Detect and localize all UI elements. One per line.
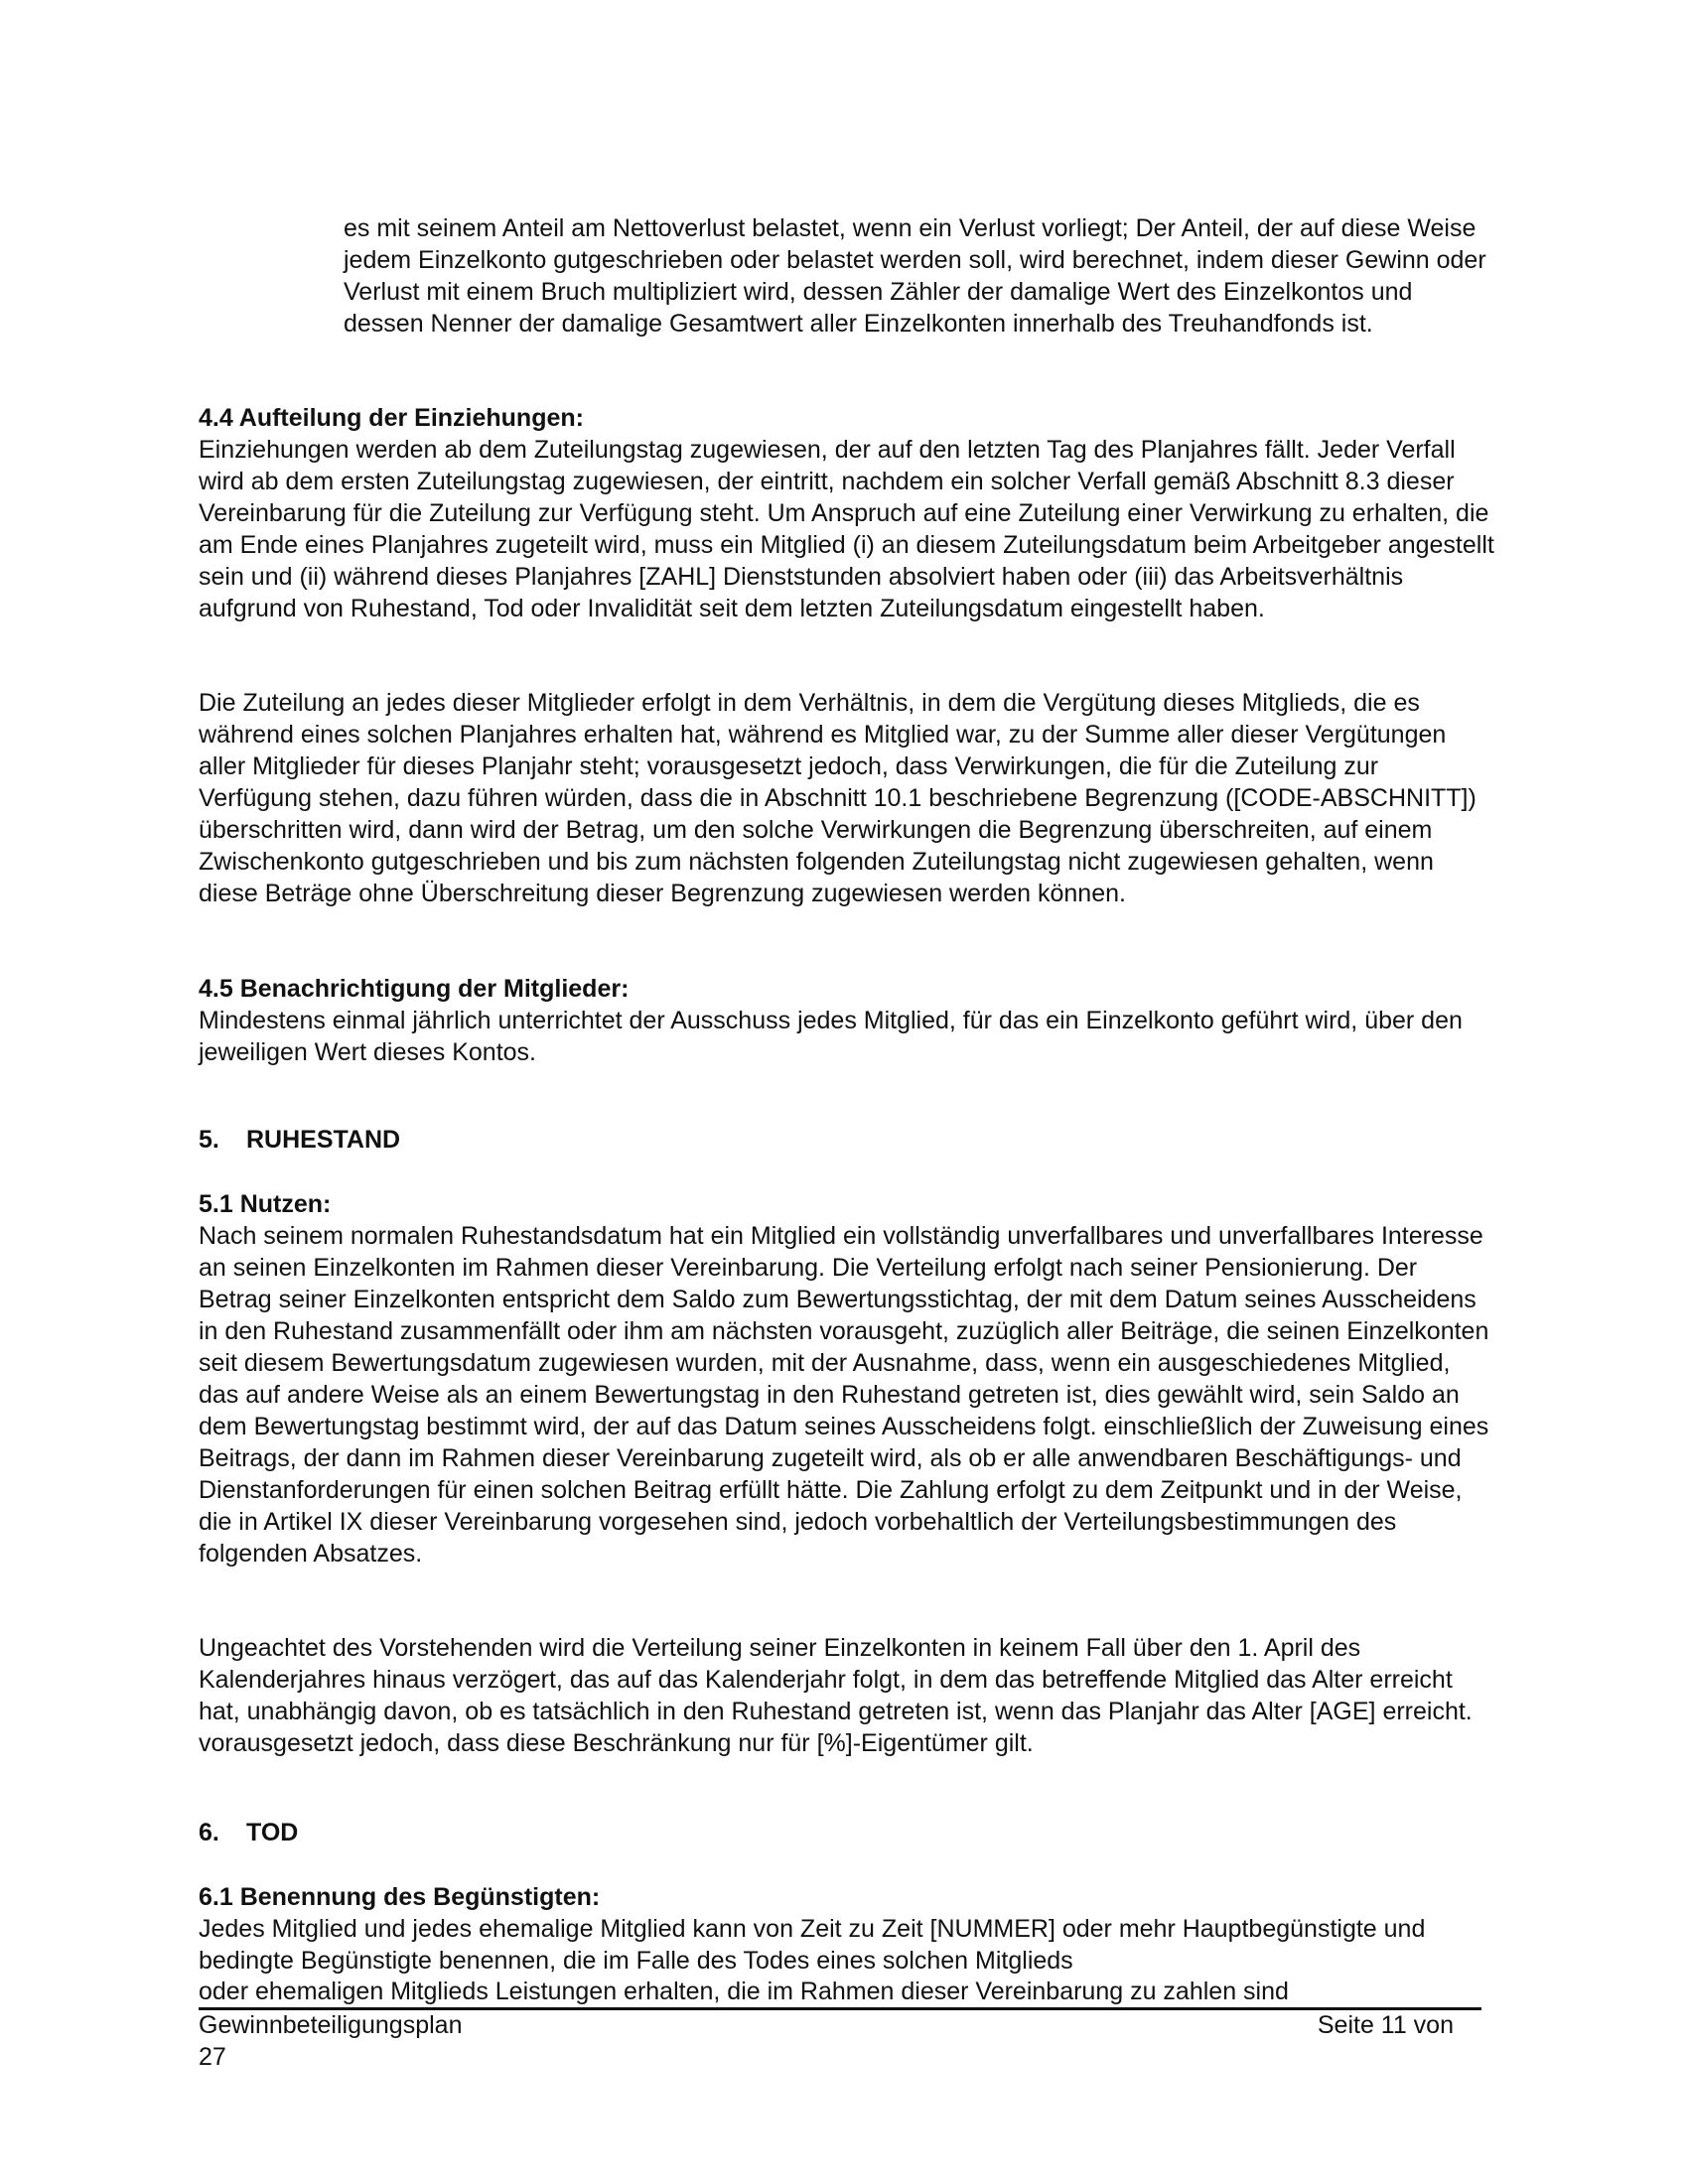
section-4-4 (199, 402, 1495, 624)
continuation-paragraph: es mit seinem Anteil am Nettoverlust belastet, wenn ein Verlust vorliegt; Der Anteil, der auf diese Weise jedem Einzelkonto gutgeschrieben oder belastet werden soll, wird berechnet, indem dieser Gewinn oder Verlust mit einem Bruch multipliziert wird, dessen Zähler der damalige Wert des Einzelkontos und dessen Nenner der damalige Gesamtwert aller Einzelkonten innerhalb des Treuhandfonds ist. (344, 214, 1486, 338)
section-6-1-paragraph: Jedes Mitglied und jedes ehemalige Mitglied kann von Zeit zu Zeit [NUMMER] oder mehr Hauptbegünstigte und bedingte Begünstigte benennen, die im Falle des Todes eines solchen Mitglieds (199, 1915, 1426, 1975)
section-4-4-heading: 4.4 Aufteilung der Einziehungen: (199, 404, 584, 432)
section-5-number: 5. (199, 1126, 219, 1154)
section-5-heading (199, 1126, 400, 1155)
section-4-5 (199, 973, 1495, 1068)
section-6-1-cut-line (199, 1976, 1481, 2007)
section-6-1-heading: 6.1 Benennung des Begünstigten: (199, 1883, 601, 1911)
section-5-1-paragraph-2: Ungeachtet des Vorstehenden wird die Verteilung seiner Einzelkonten in keinem Fall über den 1. April des Kalenderjahres hinaus verzögert, das auf das Kalenderjahr folgt, in dem das betreffende Mitglied das Alter erreicht hat, unabhängig davon, ob es tatsächlich in den Ruhestand getreten ist, wenn das Planjahr das Alter [AGE] erreicht. vorausgesetzt jedoch, dass diese Beschränkung nur für [%]-Eigentümer gilt. (199, 1634, 1473, 1757)
section-6-heading (199, 1819, 298, 1847)
section-6-title: TOD (246, 1819, 299, 1846)
footer-page-label: Seite 11 von (1317, 2011, 1454, 2039)
page-footer (199, 2009, 1454, 2073)
section-6-number: 6. (199, 1819, 219, 1846)
section-5-1-heading: 5.1 Nutzen: (199, 1190, 332, 1218)
section-5-1-paragraph-1: Nach seinem normalen Ruhestandsdatum hat ein Mitglied ein vollständig unverfallbares und unverfallbares Interesse an seinen Einzelkonten im Rahmen dieser Vereinbarung. Die Verteilung erfolgt nach seiner Pensionierung. Der Betrag seiner Einzelkonten entspricht dem Saldo zum Bewertungsstichtag, der mit dem Datum seines Ausscheidens in den Ruhestand zusammenfällt oder ihm am nächsten vorausgeht, zuzüglich aller Beiträge, die seinen Einzelkonten seit diesem Bewertungsdatum zugewiesen wurden, mit der Ausnahme, dass, wenn ein ausgeschiedenes Mitglied, das auf andere Weise als an einem Bewertungstag in den Ruhestand getreten ist, dies gewählt wird, sein Saldo an dem Bewertungstag bestimmt wird, der auf das Datum seines Ausscheidens folgt. einschließlich der Zuweisung eines Beitrags, der dann im Rahmen dieser Vereinbarung zugeteilt wird, als ob er alle anwendbaren Beschäftigungs- und Dienstanforderungen für einen solchen Beitrag erfüllt hätte. Die Zahlung erfolgt zu dem Zeitpunkt und in der Weise, die in Artikel IX dieser Vereinbarung vorgesehen sind, jedoch vorbehaltlich der Verteilungsbestimmungen des folgenden Absatzes. (199, 1222, 1489, 1568)
section-5-1 (199, 1188, 1495, 1570)
section-6-1-cut-line-text: oder ehemaligen Mitglieds Leistungen erhalten, die im Rahmen dieser Vereinbarung zu zahlen sind (199, 1978, 1289, 2005)
footer-page-total: 27 (199, 2043, 226, 2071)
section-4-5-paragraph: Mindestens einmal jährlich unterrichtet der Ausschuss jedes Mitglied, für das ein Einzelkonto geführt wird, über den jeweiligen Wert dieses Kontos. (199, 1007, 1463, 1066)
section-5-title: RUHESTAND (246, 1126, 401, 1154)
section-6-1 (199, 1881, 1495, 1977)
section-4-4-paragraph-1: Einziehungen werden ab dem Zuteilungstag zugewiesen, der auf den letzten Tag des Planjahres fällt. Jeder Verfall wird ab dem ersten Zuteilungstag zugewiesen, der eintritt, nachdem ein solcher Verfall gemäß Abschnitt 8.3 dieser Vereinbarung für die Zuteilung zur Verfügung steht. Um Anspruch auf eine Zuteilung einer Verwirkung zu erhalten, die am Ende eines Planjahres zugeteilt wird, muss ein Mitglied (i) an diesem Zuteilungsdatum beim Arbeitgeber angestellt sein und (ii) während dieses Planjahres [ZAHL] Dienststunden absolviert haben oder (iii) das Arbeitsverhältnis aufgrund von Ruhestand, Tod oder Invalidität seit dem letzten Zuteilungsdatum eingestellt haben. (199, 436, 1494, 622)
footer-document-title: Gewinnbeteiligungsplan (199, 2011, 463, 2039)
section-4-5-heading: 4.5 Benachrichtigung der Mitglieder: (199, 975, 630, 1003)
section-4-4-paragraph-2: Die Zuteilung an jedes dieser Mitglieder erfolgt in dem Verhältnis, in dem die Vergütung dieses Mitglieds, die es während eines solchen Planjahres erhalten hat, während es Mitglied war, zu der Summe aller dieser Vergütungen aller Mitglieder für dieses Planjahr steht; vorausgesetzt jedoch, dass Verwirkungen, die für die Zuteilung zur Verfügung stehen, dazu führen würden, dass die in Abschnitt 10.1 beschriebene Begrenzung ([CODE-ABSCHNITT]) überschritten wird, dann wird der Betrag, um den solche Verwirkungen die Begrenzung überschreiten, auf einem Zwischenkonto gutgeschrieben und bis zum nächsten folgenden Zuteilungstag nicht zugewiesen gehalten, wenn diese Beträge ohne Überschreitung dieser Begrenzung zugewiesen werden können. (199, 689, 1477, 907)
